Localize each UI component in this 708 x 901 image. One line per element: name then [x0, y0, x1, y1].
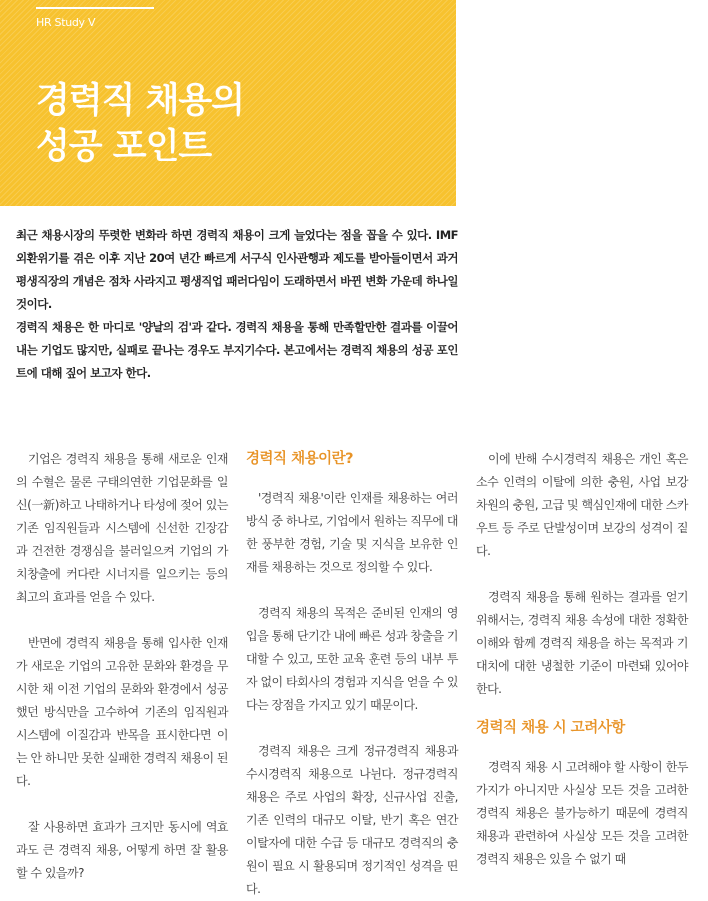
section-heading-considerations: 경력직 채용 시 고려사항: [476, 720, 625, 736]
column-3: [476, 448, 688, 871]
title-banner: [0, 0, 456, 206]
body-paragraph: '경력직 채용'이란 인재를 채용하는 여러 방식 중 하나로, 기업에서 원하는 직무에 대한 풍부한 경험, 기술 및 지식을 보유한 인재를 채용하는 것으로 정의할 수 있다.: [246, 491, 458, 574]
lead-paragraph-1: 최근 채용시장의 뚜렷한 변화라 하면 경력직 채용이 크게 늘었다는 점을 꼽을 수 있다. IMF 외환위기를 겪은 이후 지난 20여 년간 빠르게 서구식 인사관행과 제도를 받아들이면서 과거 평생직장의 개념은 점차 사라지고 평생직업 패러다임이 도래하면서 바뀐 변화 가운데 하나일 것이다.: [16, 228, 458, 311]
body-paragraph: 경력직 채용은 크게 정규경력직 채용과 수시경력직 채용으로 나뉜다. 정규경력직 채용은 주로 사업의 확장, 신규사업 진출, 기존 인력의 대규모 이탈, 반기 혹은 연간 이탈자에 대한 수급 등 대규모 경력직의 충원이 필요 시 활용되며 정기적인 성격을 띤다.: [246, 744, 458, 896]
body-paragraph: 경력직 채용 시 고려해야 할 사항이 한두 가지가 아니지만 사실상 모든 것을 고려한 경력직 채용은 불가능하기 때문에 경력직 채용과 관련하여 사실상 모든 것을 고려한 경력직 채용은 있을 수 없기 때: [476, 760, 688, 866]
banner-rule: [36, 7, 154, 9]
title-line-1: 경력직 채용의: [36, 81, 245, 121]
body-paragraph: 이에 반해 수시경력직 채용은 개인 혹은 소수 인력의 이탈에 의한 충원, 사업 보강 차원의 충원, 고급 및 핵심인재에 대한 스카우트 등 주로 단발성이며 보강의 성격이 짙다.: [476, 452, 688, 558]
body-paragraph: 기업은 경력직 채용을 통해 새로운 인재의 수혈은 물론 구태의연한 기업문화를 일신(一新)하고 나태하거나 타성에 젖어 있는 기존 임직원들과 시스템에 신선한 긴장감과 건전한 경쟁심을 불러일으켜 기업의 가치창출에 커다란 시너지를 일으키는 등의 최고의 효과를 얻을 수 있다.: [16, 452, 228, 604]
body-paragraph: 잘 사용하면 효과가 크지만 동시에 역효과도 큰 경력직 채용, 어떻게 하면 잘 활용할 수 있을까?: [16, 820, 228, 880]
body-paragraph: 경력직 채용의 목적은 준비된 인재의 영입을 통해 단기간 내에 빠른 성과 창출을 기대할 수 있고, 또한 교육 훈련 등의 내부 투자 없이 타회사의 경험과 지식을 얻을 수 있다는 장점을 가지고 있기 때문이다.: [246, 606, 458, 712]
article-title: [36, 78, 244, 170]
lead-paragraph-2: 경력직 채용은 한 마디로 '양날의 검'과 같다. 경력직 채용을 통해 만족할만한 결과를 이끌어내는 기업도 많지만, 실패로 끝나는 경우도 부지기수다. 본고에서는 경력직 채용의 성공 포인트에 대해 짚어 보고자 한다.: [16, 320, 458, 380]
body-paragraph: 경력직 채용을 통해 원하는 결과를 얻기 위해서는, 경력직 채용 속성에 대한 정확한 이해와 함께 경력직 채용을 하는 목적과 기대치에 대한 냉철한 기준이 마련돼 있어야 한다.: [476, 590, 688, 696]
body-paragraph: 반면에 경력직 채용을 통해 입사한 인재가 새로운 기업의 고유한 문화와 환경을 무시한 채 이전 기업의 문화와 환경에서 성공했던 방식만을 고수하여 기존의 임직원과 시스템에 이질감과 반목을 표시한다면 이는 안 하니만 못한 실패한 경력직 채용이 된다.: [16, 636, 228, 788]
column-1: [16, 448, 228, 885]
column-2: [246, 448, 458, 901]
lead-paragraphs: [16, 224, 458, 385]
series-label: HR Study V: [36, 16, 96, 29]
title-line-2: 성공 포인트: [36, 127, 212, 167]
section-heading-definition: 경력직 채용이란?: [246, 451, 354, 467]
